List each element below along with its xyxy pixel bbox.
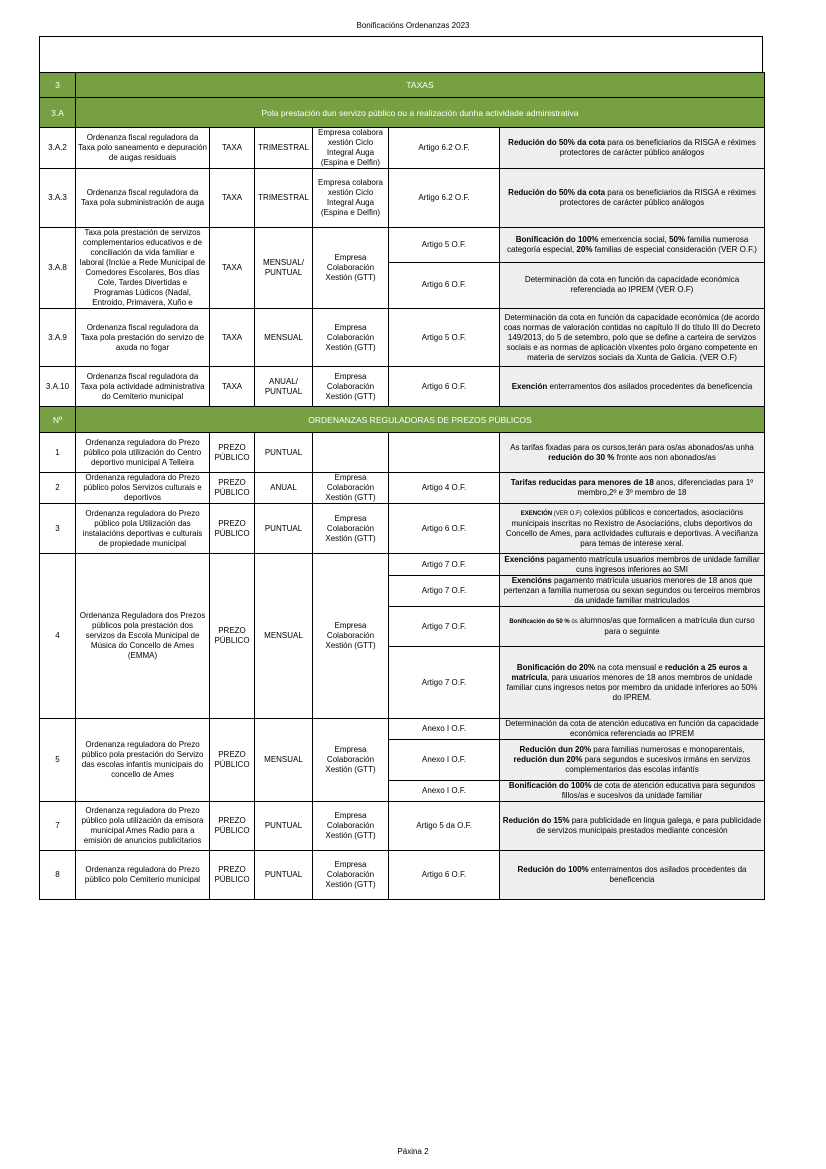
table-row	[40, 473, 765, 504]
benefit-description: Exencións pagamento matrícula usuarios menores de 18 anos que pertenzan a familia numerosa ou sexan segundos ou terceiros membros da unidade familiar matriculados	[500, 576, 765, 607]
benefit-description: Determinación da cota de atención educativa en función da capacidade económica referenciada ao IPREM	[500, 719, 765, 740]
tribute-type: PREZO PÚBLICO	[210, 719, 255, 802]
benefit-description: Redución do 15% para publicidade en lingua galega, e para publicidade de servizos municipais prestados mediante concesión	[500, 802, 765, 851]
row-code: 1	[40, 433, 76, 473]
benefit-description: Determinación da cota en función da capacidade económica (de acordo coas normas de valoración contidas no capítulo II do título III do Decreto 149/2013, do 5 de setembro, polo que se define a carteira de servizos sociais e as normas de aplicación vixentes polo órgano competente en materia de servizos sociais da Xunta de Galicia. (VER O.F)	[500, 309, 765, 367]
period: ANUAL/ PUNTUAL	[255, 367, 313, 407]
managing-entity: Empresa Colaboración Xestión (GTT)	[313, 554, 389, 719]
section-number: 3.A	[40, 98, 76, 128]
managing-entity: Empresa colabora xestión Ciclo Integral Auga (Espina e Delfin)	[313, 169, 389, 228]
article: Artigo 7 O.F.	[389, 576, 500, 607]
benefit-description: Tarifas reducidas para menores de 18 anos, diferenciadas para 1º membro,2º e 3º membro de 18	[500, 473, 765, 504]
article: Artigo 5 da O.F.	[389, 802, 500, 851]
tribute-type: PREZO PÚBLICO	[210, 851, 255, 900]
row-code: 8	[40, 851, 76, 900]
table-row	[40, 169, 765, 228]
ordinance-name: Ordenanza fiscal reguladora da Taxa polo saneamento e depuración de augas residuais	[76, 128, 210, 169]
benefit-description: Bonificación do 20% na cota mensual e redución a 25 euros a matrícula, para usuarios menores de 18 anos membros de unidade familiar cuns ingresos netos por membro da unidade inferiores ao 50% do IPREM.	[500, 647, 765, 719]
period: MENSUAL	[255, 554, 313, 719]
section-number: 3	[40, 73, 76, 98]
ordinance-name: Ordenanza reguladora do Prezo público pola Utilización das instalacións deportivas e culturais de propiedade municipal	[76, 504, 210, 554]
benefit-description: Redución do 50% da cota para os beneficiarios da RISGA e réximes protectores de carácter público análogos	[500, 169, 765, 228]
benefit-description: Determinación da cota en función da capacidade económica referenciada ao IPREM (VER O.F)	[500, 262, 765, 308]
ordinance-name: Ordenanza reguladora do Prezo público pola prestación do Servizo das escolas infantís municipais do concello de Ames	[76, 719, 210, 802]
benefit-description: EXENCIÓN (VER O.F) colexios públicos e concertados, asociacións municipais inscritas no Rexistro de Asociacións, clubs deportivos do Concello de Ames, para actividades culturais e deportivas. A veciñanza para temas de interese xeral.	[500, 504, 765, 554]
article: Artigo 5 O.F.	[389, 228, 500, 263]
section-title: ORDENANZAS REGULADORAS DE PREZOS PÚBLICOS	[76, 407, 765, 433]
row-code: 3.A.8	[40, 228, 76, 309]
tribute-type: TAXA	[210, 128, 255, 169]
ordinance-name: Ordenanza fiscal reguladora da Taxa pola prestación do servizo de axuda no fogar	[76, 309, 210, 367]
row-code: 3.A.10	[40, 367, 76, 407]
row-code: 3.A.9	[40, 309, 76, 367]
ordinance-name: Ordenanza Reguladora dos Prezos públicos pola prestación dos servizos da Escola Municipal de Música do Concello de Ames (EMMA)	[76, 554, 210, 719]
managing-entity: Empresa Colaboración Xestión (GTT)	[313, 802, 389, 851]
ordinance-name: Ordenanza reguladora do Prezo público polos Servizos culturais e deportivos	[76, 473, 210, 504]
article: Artigo 5 O.F.	[389, 309, 500, 367]
period: MENSUAL	[255, 309, 313, 367]
tribute-type: TAXA	[210, 367, 255, 407]
tribute-type: TAXA	[210, 309, 255, 367]
row-code: 3.A.2	[40, 128, 76, 169]
article	[389, 433, 500, 473]
article: Artigo 7 O.F.	[389, 647, 500, 719]
tribute-type: PREZO PÚBLICO	[210, 802, 255, 851]
row-code: 2	[40, 473, 76, 504]
period: TRIMESTRAL	[255, 169, 313, 228]
ordinance-name: Ordenanza reguladora do Prezo público polo Cemiterio municipal	[76, 851, 210, 900]
article: Artigo 6 O.F.	[389, 367, 500, 407]
tribute-type: PREZO PÚBLICO	[210, 504, 255, 554]
table-row	[40, 851, 765, 900]
row-code: 3	[40, 504, 76, 554]
period: PUNTUAL	[255, 504, 313, 554]
benefit-description: Redución do 50% da cota para os beneficiarios da RISGA e réximes protectores de carácter público análogos	[500, 128, 765, 169]
benefit-description: Exención enterramentos dos asilados procedentes da beneficencia	[500, 367, 765, 407]
managing-entity: Empresa Colaboración Xestión (GTT)	[313, 309, 389, 367]
section-taxas-row	[40, 73, 765, 98]
article: Artigo 7 O.F.	[389, 607, 500, 647]
benefit-description: Bonificación do 100% de cota de atención educativa para segundos fillos/as e sucesivos da unidade familiar	[500, 781, 765, 802]
tribute-type: PREZO PÚBLICO	[210, 433, 255, 473]
ordinance-name: Ordenanza fiscal reguladora da Taxa pola actividade administrativa do Cemiterio municipal	[76, 367, 210, 407]
row-code: 3.A.3	[40, 169, 76, 228]
article: Artigo 6.2 O.F.	[389, 169, 500, 228]
period: PUNTUAL	[255, 433, 313, 473]
article: Anexo I O.F.	[389, 781, 500, 802]
section-title: Pola prestación dun servizo público ou a realización dunha actividade administrativa	[76, 98, 765, 128]
tribute-type: PREZO PÚBLICO	[210, 554, 255, 719]
table-row	[40, 802, 765, 851]
article: Anexo I O.F.	[389, 740, 500, 781]
tribute-type: TAXA	[210, 228, 255, 309]
table-row	[40, 309, 765, 367]
ordinance-name: Ordenanza fiscal reguladora da Taxa pola subministración de auga	[76, 169, 210, 228]
row-code: 4	[40, 554, 76, 719]
period: ANUAL	[255, 473, 313, 504]
managing-entity: Empresa colabora xestión Ciclo Integral Auga (Espina e Delfin)	[313, 128, 389, 169]
ordinances-table	[39, 72, 765, 900]
table-row	[40, 719, 765, 740]
tribute-type: TAXA	[210, 169, 255, 228]
article: Artigo 6 O.F.	[389, 504, 500, 554]
table-row	[40, 367, 765, 407]
period: PUNTUAL	[255, 851, 313, 900]
article: Artigo 6 O.F.	[389, 262, 500, 308]
article: Anexo I O.F.	[389, 719, 500, 740]
table-row	[40, 128, 765, 169]
article: Artigo 6.2 O.F.	[389, 128, 500, 169]
ordinance-name: Ordenanza reguladora do Prezo público pola utilización da emisora municipal Ames Radio para a emisión de anuncios publicitarios	[76, 802, 210, 851]
managing-entity: Empresa Colaboración Xestión (GTT)	[313, 504, 389, 554]
period: TRIMESTRAL	[255, 128, 313, 169]
benefit-description: Bonificación do 100% emerxencia social, 50% familia numerosa categoría especial, 20% familias de especial consideración (VER O.F.)	[500, 228, 765, 263]
article: Artigo 4 O.F.	[389, 473, 500, 504]
section-title: TAXAS	[76, 73, 765, 98]
tribute-type: PREZO PÚBLICO	[210, 473, 255, 504]
benefit-description: Exencións pagamento matrícula usuarios membros de unidade familiar cuns ingresos inferiores ao SMI	[500, 554, 765, 576]
article: Artigo 7 O.F.	[389, 554, 500, 576]
benefit-description: Redución do 100% enterramentos dos asilados procedentes da beneficencia	[500, 851, 765, 900]
ordinance-name: Ordenanza reguladora do Prezo público pola utilización do Centro deportivo municipal A Telleira	[76, 433, 210, 473]
managing-entity	[313, 433, 389, 473]
blank-title-box	[39, 36, 763, 72]
article: Artigo 6 O.F.	[389, 851, 500, 900]
page-footer: Páxina 2	[397, 1147, 429, 1156]
period: MENSUAL/ PUNTUAL	[255, 228, 313, 309]
period: MENSUAL	[255, 719, 313, 802]
benefit-description: Redución dun 20% para familias numerosas e monoparentais, redución dun 20% para segundos e sucesivos irmáns en servizos complementarios das escolas infantís	[500, 740, 765, 781]
section-3a-row	[40, 98, 765, 128]
managing-entity: Empresa Colaboración Xestión (GTT)	[313, 719, 389, 802]
row-code: 5	[40, 719, 76, 802]
section-prezos-row	[40, 407, 765, 433]
page-header: Bonificacións Ordenanzas 2023	[356, 21, 470, 30]
table-row	[40, 228, 765, 263]
section-number: Nº	[40, 407, 76, 433]
benefit-description: As tarifas fixadas para os cursos,terán para os/as abonados/as unha redución do 30 % fronte aos non abonados/as	[500, 433, 765, 473]
table-row	[40, 504, 765, 554]
managing-entity: Empresa Colaboración Xestión (GTT)	[313, 851, 389, 900]
managing-entity: Empresa Colaboración Xestión (GTT)	[313, 473, 389, 504]
managing-entity: Empresa Colaboración Xestión (GTT)	[313, 367, 389, 407]
table-row	[40, 433, 765, 473]
table-row	[40, 554, 765, 576]
ordinance-name: Taxa pola prestación de servizos complementarios educativos e de conciliación da vida familiar e laboral (Inclúe a Rede Municipal de Comedores Escolares, Bos días Cole, Tardes Divertidas e Programas Lúdicos (Nadal, Entroido, Primavera, Xuño e	[76, 228, 210, 309]
managing-entity: Empresa Colaboración Xestión (GTT)	[313, 228, 389, 309]
benefit-description: Bonificación do 50 % ós alumnos/as que formalicen a matrícula dun curso para o seguinte	[500, 607, 765, 647]
row-code: 7	[40, 802, 76, 851]
period: PUNTUAL	[255, 802, 313, 851]
